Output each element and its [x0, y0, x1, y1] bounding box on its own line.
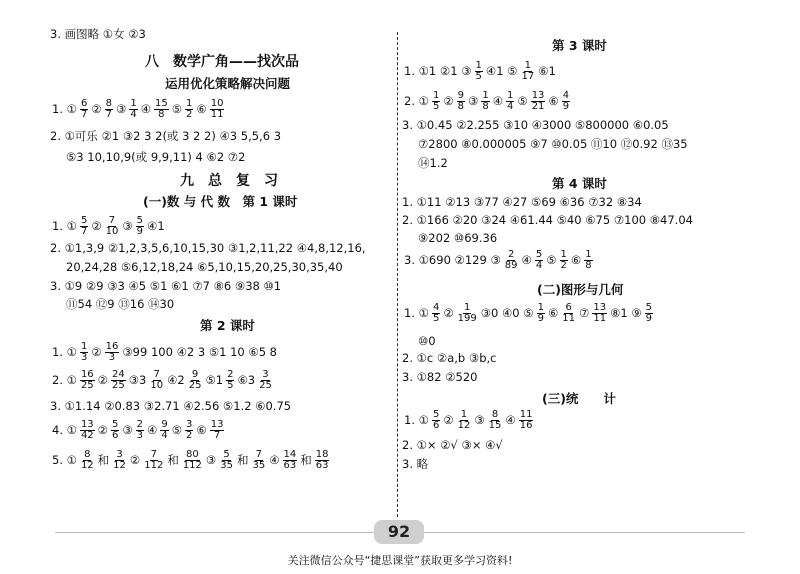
- answer-text: ④1: [147, 219, 165, 233]
- fraction: $\frac{4}{9}$: [562, 90, 570, 112]
- fraction: $\frac{1}{17}$: [521, 60, 535, 82]
- fraction: $\frac{1}{2}$: [560, 249, 567, 271]
- answer-text: ⑤: [517, 94, 528, 108]
- fraction: $\frac{1}{2}$: [186, 98, 193, 120]
- answer-text: ④: [147, 423, 158, 437]
- fraction: $\frac{8}{15}$: [488, 409, 502, 431]
- answer-line: [402, 410, 534, 431]
- answer-line: ⑦2800 ⑧0.000005 ⑨7 ⑩0.05 ⑪10 ⑫0.92 ⑬35: [418, 137, 688, 151]
- answer-text: ②: [91, 345, 102, 359]
- fraction: $\frac{13}{42}$: [80, 419, 94, 441]
- answer-text: 和: [236, 453, 249, 467]
- fraction: $\frac{16}{25}$: [80, 369, 94, 391]
- fraction: $\frac{16}{3}$: [105, 341, 119, 363]
- answer-text: ⑥1: [538, 64, 556, 78]
- fraction: $\frac{7}{112}$: [144, 449, 164, 471]
- lesson-3-title: 第 3 课时: [552, 38, 607, 53]
- answer-text: ④: [505, 413, 516, 427]
- fraction: $\frac{1}{5}$: [475, 60, 482, 82]
- fraction: $\frac{6}{7}$: [80, 98, 88, 120]
- fraction: $\frac{3}{2}$: [186, 419, 193, 441]
- fraction: $\frac{5}{6}$: [432, 409, 440, 431]
- answer-line: [50, 450, 330, 471]
- answer-text: ⑤: [171, 423, 183, 437]
- column-divider: [397, 32, 398, 517]
- answer-text: ③99 100 ④2 3 ⑤1 10 ⑥5 8: [122, 345, 277, 359]
- answer-text: ④: [269, 453, 280, 467]
- answer-text: ③: [122, 423, 133, 437]
- fraction: $\frac{1}{5}$: [432, 90, 440, 112]
- answer-text: ②: [443, 306, 454, 320]
- fraction: $\frac{1}{8}$: [482, 90, 489, 112]
- fraction: $\frac{8}{7}$: [105, 98, 112, 120]
- answer-text: ③: [468, 94, 479, 108]
- answer-line: [50, 420, 225, 441]
- fraction: $\frac{1}{3}$: [80, 341, 88, 363]
- answer-text: ②: [97, 423, 108, 437]
- answer-line: ⑭1.2: [418, 156, 448, 170]
- fraction: $\frac{9}{4}$: [161, 419, 168, 441]
- answer-text: 1. ①1 ②1 ③: [404, 64, 472, 78]
- fraction: $\frac{5}{7}$: [80, 215, 88, 237]
- answer-text: ②: [97, 373, 108, 387]
- answer-line: [402, 250, 594, 271]
- answer-line: 3. ①9 ②9 ③3 ④5 ⑤1 ⑥1 ⑦7 ⑧6 ⑨38 ⑩1: [50, 279, 282, 293]
- answer-line: 1. ①11 ②13 ③77 ④27 ⑤69 ⑥36 ⑦32 ⑧34: [402, 195, 642, 209]
- answer-line: [50, 216, 167, 237]
- fraction: $\frac{1}{12}$: [457, 409, 471, 431]
- answer-text: ②: [91, 219, 102, 233]
- answer-text: ③: [122, 219, 133, 233]
- answer-text: ④: [492, 94, 503, 108]
- fraction: $\frac{4}{5}$: [432, 302, 440, 324]
- answer-line: [402, 91, 571, 112]
- answer-text: ④1 ⑤: [485, 64, 518, 78]
- fraction: $\frac{3}{12}$: [113, 449, 126, 471]
- answer-text: 和: [300, 453, 312, 467]
- answer-text: ④: [521, 253, 532, 267]
- answer-text: 1. ①: [404, 413, 429, 427]
- answer-line: ⑩0: [418, 334, 436, 348]
- chapter-9-title: 九 总 复 习: [180, 173, 278, 189]
- answer-line: 3. ①1.14 ②0.83 ③2.71 ④2.56 ⑤1.2 ⑥0.75: [50, 399, 292, 413]
- answer-text: ⑤: [546, 253, 557, 267]
- answer-text: ③: [474, 413, 485, 427]
- answer-line: [50, 370, 274, 391]
- answer-text: ⑤: [171, 102, 183, 116]
- fraction: $\frac{80}{112}$: [182, 449, 202, 471]
- chapter-8-title: 八 数学广角——找次品: [145, 54, 299, 70]
- answer-text: ②: [443, 94, 454, 108]
- footer-note: 关注微信公众号“捷思课堂”获取更多学习资料!: [287, 554, 513, 567]
- answer-line: 3. 略: [402, 457, 429, 471]
- answer-line: 20,24,28 ⑤6,12,18,24 ⑥5,10,15,20,25,30,35,40: [66, 260, 343, 274]
- answer-text: ③3: [128, 373, 147, 387]
- fraction: $\frac{15}{8}$: [155, 98, 168, 120]
- fraction: $\frac{8}{12}$: [80, 449, 94, 471]
- fraction: $\frac{6}{11}$: [562, 302, 576, 324]
- fraction: $\frac{5}{9}$: [136, 215, 144, 237]
- fraction: $\frac{10}{11}$: [210, 98, 224, 120]
- answer-text: 和: [97, 453, 110, 467]
- answer-line: 2. ①× ②√ ③× ④√: [402, 438, 503, 452]
- section-1-title: (一)数 与 代 数 第 1 课时: [143, 194, 298, 209]
- fraction: $\frac{24}{25}$: [111, 369, 125, 391]
- answer-text: ②: [443, 413, 454, 427]
- section-3-title: (三)统 计: [542, 391, 616, 406]
- fraction: $\frac{9}{25}$: [188, 369, 202, 391]
- fraction: $\frac{1}{4}$: [507, 90, 514, 112]
- fraction: $\frac{1}{199}$: [457, 302, 477, 324]
- fraction: $\frac{5}{6}$: [111, 419, 119, 441]
- answer-text: ③0 ④0 ⑤: [480, 306, 534, 320]
- fraction: $\frac{1}{8}$: [585, 249, 592, 271]
- answer-text: ④2: [167, 373, 185, 387]
- fraction: $\frac{13}{21}$: [531, 90, 545, 112]
- answer-text: ③: [205, 453, 217, 467]
- fraction: $\frac{7}{10}$: [105, 215, 119, 237]
- answer-text: 1. ①: [404, 306, 429, 320]
- fraction: $\frac{1}{9}$: [537, 302, 544, 324]
- fraction: $\frac{5}{9}$: [645, 302, 653, 324]
- answer-text: ⑥: [570, 253, 582, 267]
- answer-text: ⑥: [196, 423, 207, 437]
- answer-line: [50, 99, 225, 120]
- answer-text: ⑦: [579, 306, 590, 320]
- fraction: $\frac{2}{3}$: [136, 419, 144, 441]
- answer-text: ⑥: [196, 102, 207, 116]
- answer-text: ②: [91, 102, 102, 116]
- answer-line: 3. ①82 ②520: [402, 370, 478, 384]
- fraction: $\frac{2}{5}$: [227, 369, 234, 391]
- answer-text: ⑥3: [237, 373, 256, 387]
- lesson-2-title: 第 2 课时: [200, 318, 255, 333]
- answer-text: 1. ①: [52, 219, 77, 233]
- answer-line: ⑤3 10,10,9(或 9,9,11) 4 ⑥2 ⑦2: [66, 150, 246, 164]
- answer-line: [50, 342, 279, 363]
- fraction: $\frac{18}{63}$: [315, 449, 329, 471]
- answer-line: 3. ①0.45 ②2.255 ③10 ④3000 ⑤800000 ⑥0.05: [402, 118, 669, 132]
- answer-text: ②: [129, 453, 141, 467]
- answer-text: ⑤1: [205, 373, 224, 387]
- answer-line: 2. ①1,3,9 ②1,2,3,5,6,10,15,30 ③1,2,11,22 ④4,8,12,16,: [50, 241, 366, 255]
- answer-text: 2. ①: [52, 373, 77, 387]
- answer-text: ⑧1 ⑨: [610, 306, 642, 320]
- fraction: $\frac{3}{25}$: [259, 369, 272, 391]
- answer-text: ④: [140, 102, 151, 116]
- fraction: $\frac{1}{4}$: [130, 98, 137, 120]
- answer-line: [402, 303, 654, 324]
- answer-text: 5. ①: [52, 453, 77, 467]
- fraction: $\frac{7}{35}$: [252, 449, 266, 471]
- fraction: $\frac{14}{63}$: [283, 449, 297, 471]
- answer-text: ⑥: [547, 306, 559, 320]
- answer-line: 2. ①c ②a,b ③b,c: [402, 351, 497, 365]
- lesson-4-title: 第 4 课时: [552, 176, 607, 191]
- answer-line: 2. ①可乐 ②1 ③2 3 2(或 3 2 2) ④3 5,5,6 3: [50, 129, 282, 143]
- answer-line: ⑨202 ⑩69.36: [418, 231, 498, 245]
- fraction: $\frac{9}{8}$: [457, 90, 464, 112]
- answer-text: ③: [116, 102, 127, 116]
- fraction: $\frac{13}{7}$: [210, 419, 224, 441]
- fraction: $\frac{11}{16}$: [519, 409, 533, 431]
- fraction: $\frac{5}{35}$: [220, 449, 233, 471]
- answer-line: 3. 画图略 ①女 ②3: [50, 27, 146, 41]
- answer-text: 1. ①: [52, 102, 77, 116]
- fraction: $\frac{7}{10}$: [150, 369, 164, 391]
- answer-text: 2. ①: [404, 94, 429, 108]
- chapter-8-subtitle: 运用优化策略解决问题: [165, 76, 291, 91]
- answer-text: 1. ①: [52, 345, 77, 359]
- answer-line: [402, 61, 558, 82]
- section-2-title: (二)图形与几何: [537, 282, 624, 297]
- answer-line: 2. ①166 ②20 ③24 ④61.44 ⑤40 ⑥75 ⑦100 ⑧47.04: [402, 213, 693, 227]
- answer-text: 3. ①690 ②129 ③: [404, 253, 501, 267]
- fraction: $\frac{13}{11}$: [593, 302, 607, 324]
- answer-line: ⑪54 ⑫9 ⑬16 ⑭30: [66, 297, 175, 311]
- answer-text: 4. ①: [52, 423, 77, 437]
- page-number: 92: [374, 520, 424, 544]
- answer-text: ⑥: [548, 94, 559, 108]
- fraction: $\frac{5}{4}$: [535, 249, 543, 271]
- fraction: $\frac{2}{89}$: [504, 249, 518, 271]
- answer-text: 和: [167, 453, 179, 467]
